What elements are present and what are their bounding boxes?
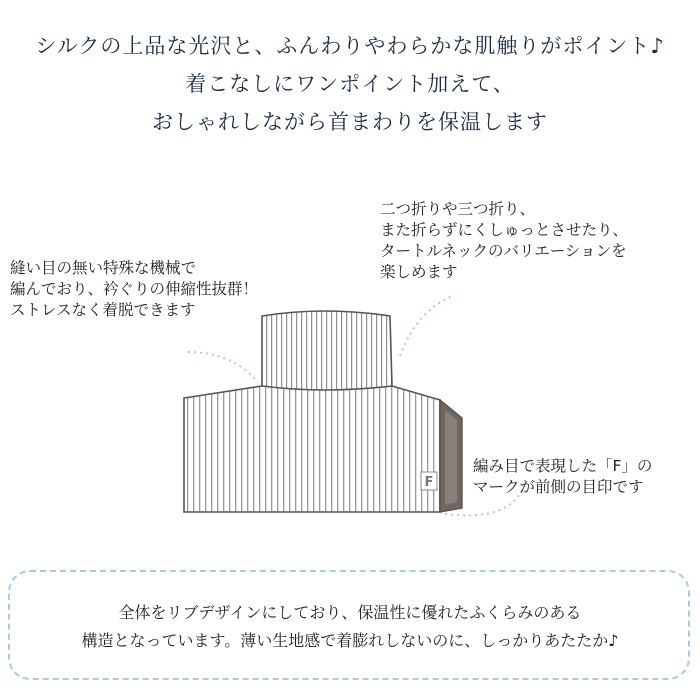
feature-box — [8, 570, 690, 680]
note-seamless — [10, 258, 258, 321]
connector-folding — [400, 296, 452, 356]
f-logo-badge — [421, 472, 437, 490]
feature-line-1: 全体をリブデザインにしており、保温性に優れたふくらみのある — [118, 603, 582, 622]
note-seamless-line-2: 編んでおり、衿ぐりの伸縮性抜群！ — [10, 280, 259, 298]
connector-seamless — [188, 352, 258, 382]
headline-line-1: シルクの上品な光沢と、ふんわりやわらかな肌触りがポイント♪ — [35, 34, 665, 58]
headline-line-2: 着こなしにワンポイント加えて、 — [185, 72, 515, 96]
note-seamless-line-3: ストレスなく着脱できます — [10, 301, 196, 319]
neck-warmer-body — [184, 386, 462, 512]
note-folding-line-4: 楽しめます — [380, 263, 458, 281]
note-seamless-line-1: 縫い目の無い特殊な機械で — [10, 259, 197, 277]
turtle-collar — [262, 311, 392, 390]
note-mark — [473, 456, 652, 498]
note-folding — [380, 199, 628, 283]
note-mark-line-1: 編み目で表現した「F」の — [473, 457, 653, 475]
note-folding-line-3: タートルネックのバリエーションを — [380, 242, 627, 260]
f-logo-letter: F — [424, 475, 434, 490]
note-mark-line-2: マークが前側の目印です — [473, 478, 644, 496]
note-folding-line-1: 二つ折りや三つ折り、 — [380, 200, 536, 218]
feature-line-2: 構造となっています。薄い生地感で着膨れしないのに、しっかりあたたか♪ — [81, 631, 619, 650]
headline-line-3: おしゃれしながら首まわりを保温します — [152, 110, 548, 134]
note-folding-line-2: また折らずにくしゅっとさせたり、 — [380, 221, 629, 239]
